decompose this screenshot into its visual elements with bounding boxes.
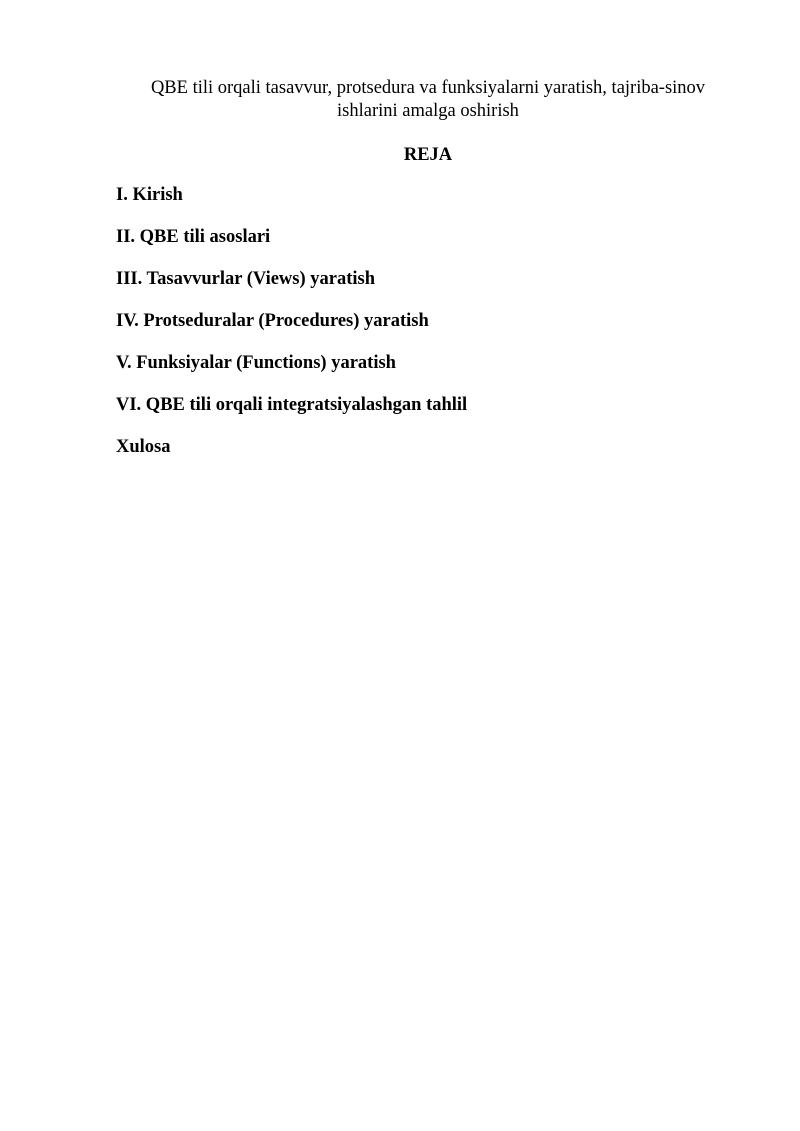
- plan-item-procedures: IV. Protseduralar (Procedures) yaratish: [116, 311, 429, 331]
- document-title-line-2: ishlarini amalga oshirish: [337, 101, 519, 121]
- document-title-line-1: QBE tili orqali tasavvur, protsedura va funksiyalarni yaratish, tajriba-sinov: [150, 78, 706, 98]
- plan-item-conclusion: Xulosa: [116, 437, 171, 457]
- plan-item-views: III. Tasavvurlar (Views) yaratish: [116, 269, 376, 289]
- plan-list: [116, 183, 467, 477]
- plan-item-integrated-analysis: VI. QBE tili orqali integratsiyalashgan tahlil: [116, 395, 468, 415]
- plan-item-qbe-basics: II. QBE tili asoslari: [116, 227, 271, 247]
- plan-heading: REJA: [403, 145, 453, 165]
- plan-item-functions: V. Funksiyalar (Functions) yaratish: [116, 353, 396, 373]
- document-title: [100, 77, 756, 123]
- plan-item-introduction: I. Kirish: [116, 185, 183, 205]
